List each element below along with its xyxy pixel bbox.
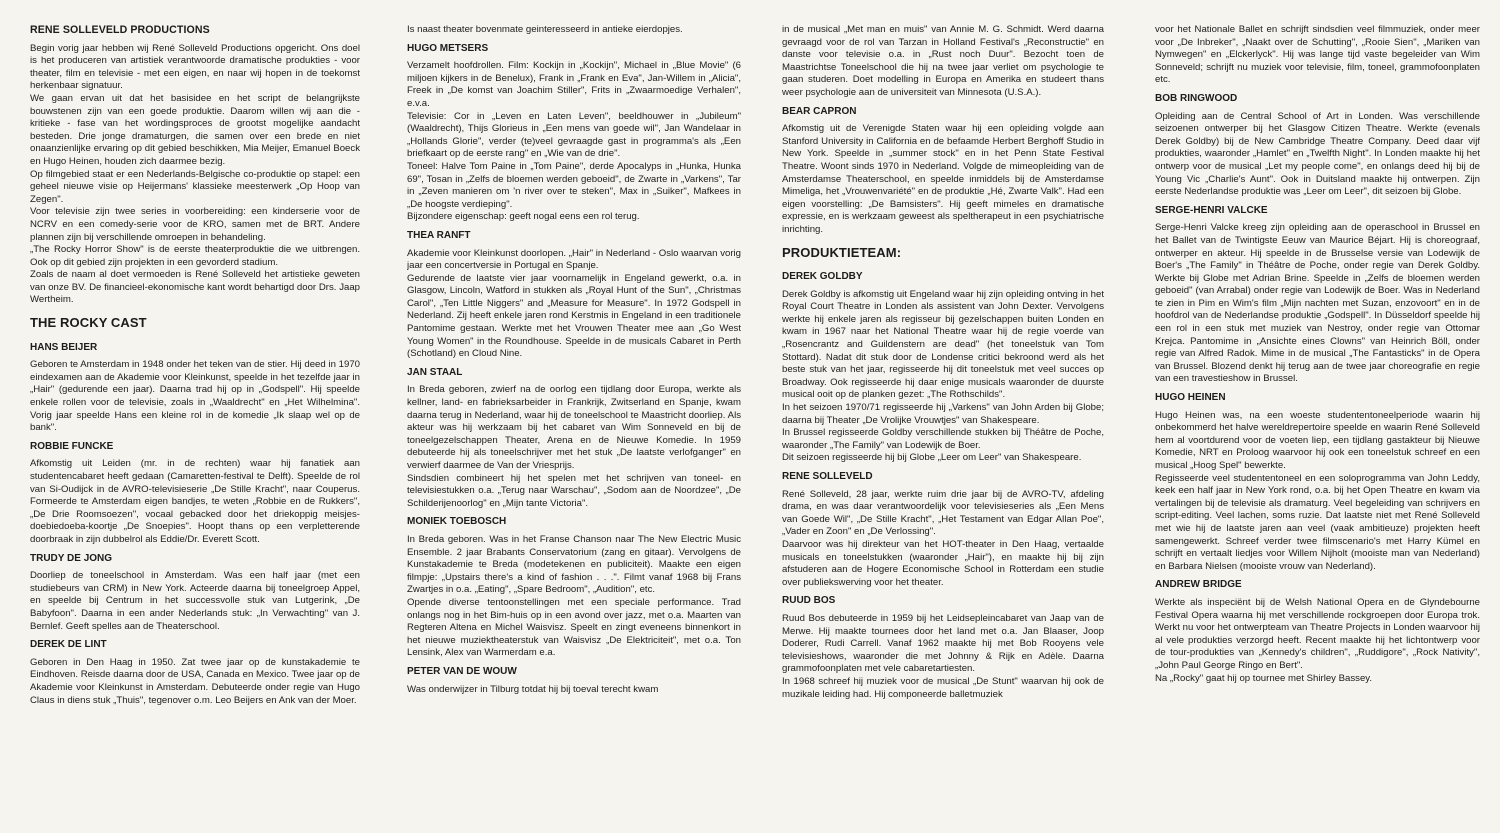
body-paragraph: Verzamelt hoofdrollen. Film: Kockijn in „Kockijn", Michael in „Blue Movie" (6 miljoen kijkers in de Benelux), Frank in „Frank en Eva", Jan-Willem in „Alicia", Freek in „De komst van Joachim Stiller", Frits in „Zwaarmoedige Verhalen", e.v.a. Televisie: Cor in „Leven en Laten Leven", beeldhouwer in „Jubileum" (Waaldrecht), Thijs Glorieus in „Een mens van goede wil", Jan Wandelaar in „Hollands Glorie", verder (te)veel gevraagde gast in programma's als „Een briefkaart op de eerste rang" en „Wie van de drie". Toneel: Halve Tom Paine in „Tom Paine", derde Apocalyps in „Hunka, Hunka 69", Tosan in „Zelfs de bloemen werden geboeid", de Zwarte in „Varkens", Tar in „Zeven manieren om 'n river over te steken", Max in „Suiker", Mafkees in „De hoogste verdieping". Bijzondere eigenschap: geeft nogal eens een rol terug. [407, 60, 741, 223]
body-paragraph: Is naast theater bovenmate geinteresseerd in antieke eierdopjes. [407, 24, 683, 35]
section-heading: RENE SOLLEVELD PRODUCTIONS [30, 24, 210, 36]
person-heading: BOB RINGWOOD [1155, 92, 1238, 104]
person-heading: MONIEK TOEBOSCH [407, 516, 507, 528]
person-heading: DEREK DE LINT [30, 639, 107, 651]
body-paragraph: Afkomstig uit Leiden (mr. in de rechten) waar hij fanatiek aan studentencabaret heeft gedaan (Camaretten-festival te Delft). Speelde de rol van Si-Oudijck in de AVRO-televisieserie „De Stille Kracht", naar Couperus. Formeerde te Amsterdam eigen bandjes, te weten „Robbie en de Rukkers", „De Drie Roomsoezen", vocaal gebacked door het driekoppig meisjes-doebiedoeba-koortje „De Snoepies". Hoopt thans op een verpletterende doorbraak in zijn dubbelrol als Eddie/Dr. Everett Scott. [30, 458, 360, 545]
person-heading: RUUD BOS [782, 595, 836, 607]
person-heading: ANDREW BRIDGE [1155, 579, 1242, 591]
body-paragraph: voor het Nationale Ballet en schrijft sindsdien veel filmmuziek, onder meer voor „De Inbreker", „Naakt over de Schutting", „Rooie Sien", „Mariken van Nymwegen" en „Elckerlyck". Hij was lange tijd vaste begeleider van Wim Sonneveld; schrijft nu muziek voor televisie, film, toneel, grammofoonplaten etc. [1155, 24, 1480, 86]
body-paragraph: Opleiding aan de Central School of Art in Londen. Was verschillende seizoenen ontwerper bij het Glasgow Citizen Theatre. Werkte (evenals Derek Goldby) bij de New Cambridge Theatre Company. Deed daar vijf produkties, waaronder „Hamlet" en „Twelfth Night". In Londen maakte hij het ontwerp voor de musical „Let my people come", en onlangs deed hij bij de Young Vic „Charlie's Aunt". Ook in Duitsland maakte hij ontwerpen. Zijn eerste Nederlandse produktie was „Leer om Leer", dit seizoen bij Globe. [1155, 110, 1480, 198]
body-paragraph: Begin vorig jaar hebben wij René Solleveld Productions opgericht. Ons doel is het produceren van artistiek verantwoorde dramatische produkties - voor theater, film en televisie - met een eigen, en naar wij hopen in de toekomst herkenbaar signatuur. We gaan ervan uit dat het basisidee en het script de belangrijkste bouwstenen zijn van een goede produktie. Daarom willen wij aan die - kritieke - fase van het wordingsproces de grootst mogelijke aandacht besteden. Drie jonge dramaturgen, die samen over een brede en niet onaanzienlijke ervaring op dit gebied beschikken, Mia Meijer, Emanuel Boeck en Hugo Heinen, houden zich daarmee bezig. Op filmgebied staat er een Nederlands-Belgische co-produktie op stapel: een geheel nieuwe visie op Heijermans' klassieke meesterwerk „Op Hoop van Zegen". Voor televisie zijn twee series in voorbereiding: een kinderserie voor de NCRV en een comedy-serie voor de KRO, samen met de BRT. Andere plannen zijn bij verschillende omroepen in behandeling. „The Rocky Horror Show" is de eerste theaterproduktie die we uitbrengen. Ook op dit gebied zijn projekten in een gevorderd stadium. Zoals de naam al doet vermoeden is René Solleveld het artistieke geweten van onze BV. De financieel-ekonomische kant wordt behartigd door Drs. Jaap Wertheim. [30, 42, 360, 306]
person-heading: RENE SOLLEVELD [782, 471, 873, 482]
person-heading: DEREK GOLDBY [782, 271, 863, 283]
body-paragraph: Ruud Bos debuteerde in 1959 bij het Leidsepleincabaret van Jaap van de Merwe. Hij maakte tournees door het land met o.a. Jan Blaaser, Joop Doderer, Rudi Carrell. Vanaf 1962 maakte hij met Bob Rooyens vele televisieshows, waaronder die met Johnny & Rijk en Adèle. Daarna grammofoonplaten met vele cabaretartiesten. In 1968 schreef hij muziek voor de musical „De Stunt" waarvan hij ook de muzikale leiding had. Hij componeerde balletmuziek [782, 612, 1104, 700]
body-paragraph: Hugo Heinen was, na een woeste studententoneelperiode waarin hij onbekommerd het halve wereldrepertoire speelde en waarin René Solleveld hem al voortdurend voor de voeten liep, een tijdlang gastakteur bij Nieuwe Komedie, NRT en Proloog waarvoor hij ook een toneelstuk schreef en een musical „Hoog Spel" bewerkte. Regisseerde veel studententoneel en een soloprogramma van John Leddy, keek een half jaar in New York rond, o.a. bij het Open Theatre en kwam via vertalingen bij de televisie als dramaturg. Veel begeleiding van schrijvers en script-editing. Veel lachen, soms ruzie. Dat laatste niet met René Solleveld met wie hij de laatste jaren aan veel (vaak ambitieuze) projekten heeft samengewerkt. Schreef verder twee filmscenario's met Harry Kümel en schrijft en vertaalt liedjes voor Willem Nijholt (mooiste man van Nederland) en Barbara Nielsen (mooiste vrouw van Nederland). [1155, 409, 1480, 572]
person-heading: JAN STAAL [407, 366, 463, 378]
person-heading: PETER VAN DE WOUW [407, 665, 517, 677]
major-heading: THE ROCKY CAST [30, 315, 147, 331]
body-paragraph: in de musical „Met man en muis" van Annie M. G. Schmidt. Werd daarna gevraagd voor de rol van Tarzan in Holland Festival's „Reconstructie" en danste voor televisie o.a. in „Rust noch Duur". Bezocht toen de Maastrichtse Toneelschool die hij na twee jaar verliet om psychologie te gaan studeren. Doet modelling in Europa en Amerika en studeert thans weer psychologie aan de universiteit van Minnesota (U.S.A.). [782, 24, 1104, 98]
column-4 [1155, 24, 1480, 824]
major-heading: PRODUKTIETEAM: [782, 244, 902, 260]
person-heading: HANS BEIJER [30, 341, 98, 353]
person-heading: TRUDY DE JONG [30, 552, 113, 564]
body-paragraph: Derek Goldby is afkomstig uit Engeland waar hij zijn opleiding ontving in het Royal Court Theatre in Londen als assistent van John Dexter. Vervolgens werkte hij enkele jaren als regisseur bij gezelschappen buiten Londen en kwam in 1967 naar het National Theatre waar hij de regie voerde van „Rosencrantz and Guildenstern are dead" (het toneelstuk van Tom Stottard). Nadat dit stuk door de Londense critici bekroond werd als het beste stuk van het jaar, regisseerde hij dit toneelstuk met veel succes op Broadway. Ook regisseerde hij daar enige musicals waaronder de duurste musical ooit op de planken gezet: „The Rothschilds". In het seizoen 1970/71 regisseerde hij „Varkens" van John Arden bij Globe; daarna bij Theater „De Vrolijke Vrouwtjes" van Shakespeare. In Brussel regisseerde Goldby verschillende stukken bij Théâtre de Poche, waaronder „The Family" van Lodewijk de Boer. Dit seizoen regisseerde hij bij Globe „Leer om Leer" van Shakespeare. [782, 288, 1104, 464]
person-heading: ROBBIE FUNCKE [30, 440, 114, 452]
person-heading: BEAR CAPRON [782, 105, 857, 117]
person-heading: HUGO METSERS [407, 42, 489, 54]
body-paragraph: Akademie voor Kleinkunst doorlopen. „Hair" in Nederland - Oslo waarvan vorig jaar een concertversie in Portugal en Spanje. Gedurende de laatste vier jaar voornamelijk in Engeland gewerkt, o.a. in Glasgow, Lincoln, Watford in stukken als „Royal Hunt of the Sun", „Christmas Carol", „Ten Little Niggers" and „Measure for Measure". In 1972 Godspell in Nederland. Zij heeft enkele jaren rond Kerstmis in Engeland in een traditionele Pantomime gestaan. Werkte met het Vrouwen Theater mee aan „Go West Young Women" in the Roundhouse. Speelde in de musicals Cabaret in Perth (Schotland) en Cloud Nine. [407, 247, 741, 360]
body-paragraph: Was onderwijzer in Tilburg totdat hij bij toeval terecht kwam [407, 683, 659, 695]
body-paragraph: Geboren te Amsterdam in 1948 onder het teken van de stier. Hij deed in 1970 eindexamen aan de Akademie voor Kleinkunst, speelde in het tezelfde jaar in „Hair" (gedurende een jaar). Daarna trad hij op in „Godspell". Hij speelde enkele rollen voor de televisie, zoals in „Waaldrecht" en „Het Wilhelmina". Vorig jaar speelde Hans een kleine rol in de komedie „Ik slaap wel op de bank". [30, 359, 360, 434]
body-paragraph: Werkte als inspeciënt bij de Welsh National Opera en de Glyndebourne Festival Opera waarna hij met verschillende rockgroepen door Europa trok. Werkt nu voor het ontwerpteam van Theatre Projects in Londen waarvoor hij al vele produkties verzorgd heeft. Recent maakte hij het lichtontwerp voor de tour-produkties van „Kennedy's children", „Ruddigore", „Rock Nativity", „John Paul George Ringo en Bert". Na „Rocky" gaat hij op tournee met Shirley Bassey. [1155, 596, 1480, 684]
person-heading: SERGE-HENRI VALCKE [1155, 204, 1268, 216]
column-2 [407, 24, 741, 824]
person-heading: THEA RANFT [407, 229, 471, 241]
body-paragraph: In Breda geboren. Was in het Franse Chanson naar The New Electric Music Ensemble. 2 jaar Brabants Conservatorium (zang en gitaar). Vervolgens de Kunstakademie te Breda (modetekenen en publiciteit). Maakte een eigen filmpje: „Upstairs there's a kind of fashion . . .". Filmt vanaf 1968 bij Frans Zwartjes in o.a. „Eating", „Spare Bedroom", „Audition", etc. Opende diverse tentoonstellingen met een speciale performance. Trad onlangs nog in het Bim-huis op in een avond over jazz, met o.a. Maarten van Regteren Altena en Michel Waisvisz. Speelt en zingt eveneens binnenkort in het nieuwe muziektheaterstuk van Waisvisz „De Elektriciteit", met o.a. Ton Lensink, Alex van Warmerdam e.a. [407, 533, 741, 659]
body-paragraph: Serge-Henri Valcke kreeg zijn opleiding aan de operaschool in Brussel en het Ballet van de Twintigste Eeuw van Maurice Béjart. Hij is choreograaf, ontwerper en akteur. Hij speelde in de Brusselse versie van Lodewijk de Boer's „The Family" in Théâtre de Poche, onder regie van Derek Goldby. Werkte bij Globe met Adrian Brine. Speelde in „Zelfs de bloemen werden geboeid" (van Arrabal) onder regie van Lodewijk de Boer. Was in Nederland te zien in Pim en Wim's film „Mijn nachten met Suzan, enzovoort" en in de hoofdrol van de Nederlandse produktie „Godspell". In Düsseldorf speelde hij een rol in een stuk met muziek van Nestroy, onder regie van Ottomar Krejca. Pantomime in „Ansichte eines Clowns" van Heinrich Böll, onder regie van Alfred Radok. Mime in de musical „The Fantasticks" in de Opera van Brussel. Blozend denkt hij terug aan de twee jaar choreografie en regie van een travestieshow in Brussel. [1155, 222, 1480, 385]
column-1 [30, 24, 360, 824]
body-paragraph: In Breda geboren, zwierf na de oorlog een tijdlang door Europa, werkte als kellner, land- en fabrieksarbeider in Frankrijk, Zwitserland en Spanje, kwam daarna terug in Nederland, waar hij de toneelschool te Maastricht doorliep. Als akteur was hij werkzaam bij het cabaret van Wim Sonneveld en bij de toneelgezelschappen Theater, Arena en de Nieuwe Komedie. In 1959 debuteerde hij als toneelschrijver met het stuk „De laatste verlofganger" en verwierf daarmee de Van der Vriesprijs. Sindsdien combineert hij het spelen met het schrijven van toneel- en televisiestukken o.a. „Terug naar Warschau", „Sodom aan de Noordzee", „De Schilderijenoorlog" en „Mijn tante Victoria". [407, 384, 741, 509]
body-paragraph: Doorliep de toneelschool in Amsterdam. Was een half jaar (met een studiebeurs van CRM) in New York. Acteerde daarna bij toneelgroep Appel, en speelde bij Centrum in het successvolle stuk van Lutgerink, „De Babyfoon". Daarna in een ander Nederlands stuk: „In Verwachting" van J. Bernlef. Geeft spelles aan de Theaterschool. [30, 570, 360, 632]
column-3 [782, 24, 1104, 824]
body-paragraph: Geboren in Den Haag in 1950. Zat twee jaar op de kunstakademie te Eindhoven. Reisde daarna door de USA, Canada en Mexico. Twee jaar op de Akademie voor Kleinkunst in Amsterdam. Debuteerde onder regie van Hugo Claus in diens stuk „Thuis", tegenover o.m. Leo Beijers en Ank van der Moer. [30, 656, 360, 706]
person-heading: HUGO HEINEN [1155, 392, 1226, 404]
body-paragraph: Afkomstig uit de Verenigde Staten waar hij een opleiding volgde aan Stanford University in California en de befaamde Herbert Berghoff Studio in New York. Speelde in „summer stock" en in het Penn State Festival Theatre. Woont sinds 1970 in Nederland. Volgde de mimeopleiding van de Amsterdamse Theaterschool, en speelde inmiddels bij de Amsterdamse Mimeliga, het „Vrouwenvariété" en de produktie „Hé, Zwarte Valk". Had een eigen voorstelling: „De Bamsisters". Hij geeft mimeles en dramatische expressie, en is werkzaam geweest als speltherapeut in een psychiatrische inrichting. [782, 123, 1104, 235]
body-paragraph: René Solleveld, 28 jaar, werkte ruim drie jaar bij de AVRO-TV, afdeling drama, en was daar verantwoordelijk voor televisieseries als „Een Mens van Goede Wil", „De Stille Kracht", „Het Testament van Edgar Allan Poe", „Vader en Zoon" en „De Verlossing". Daarvoor was hij direkteur van het HOT-theater in Den Haag, vertaalde musicals en toneelstukken (waaronder „Hair"), en maakte hij bij zijn afstuderen aan de Hogere Economische School in Rotterdam een studie over publiekswerving voor het theater. [782, 488, 1104, 588]
